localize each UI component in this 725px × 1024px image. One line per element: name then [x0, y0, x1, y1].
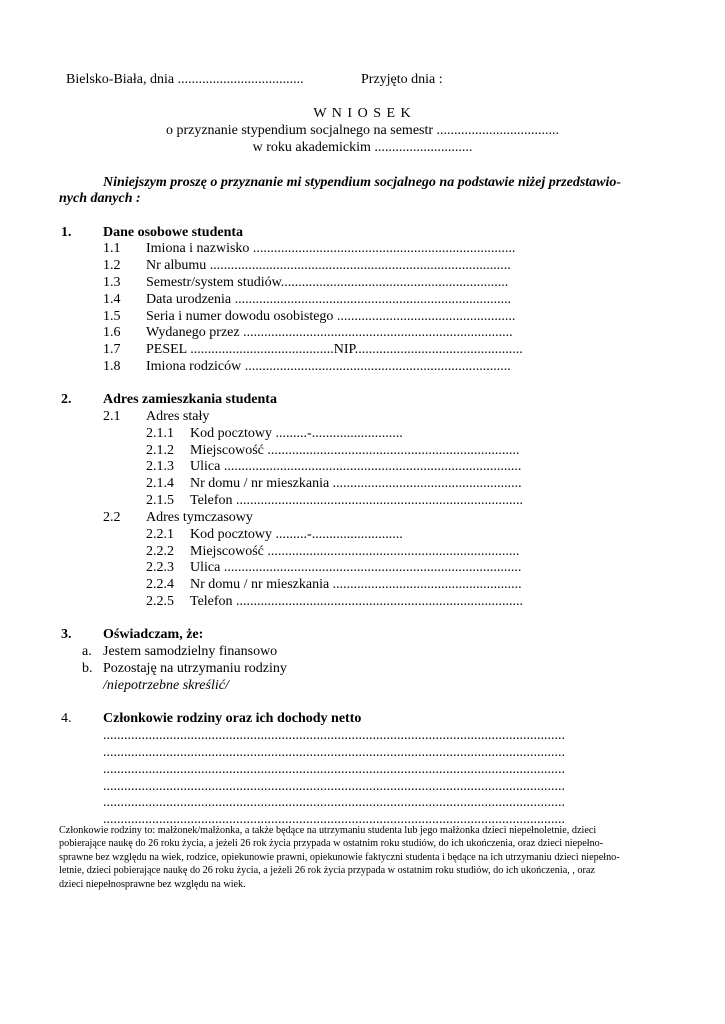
- item-number: 1.3: [103, 275, 121, 290]
- income-line: ....................................................................................................................................: [103, 728, 565, 743]
- item-number: 2.1.4: [146, 476, 174, 491]
- birth-date-field: Data urodzenia ...............................................................................: [146, 292, 512, 307]
- section-3-number: 3.: [61, 627, 72, 642]
- first-last-name-field: Imiona i nazwisko ...........................................................................: [146, 241, 516, 256]
- strike-out-note: /niepotrzebne skreślić/: [103, 678, 229, 693]
- temporary-address-title: Adres tymczasowy: [146, 510, 253, 525]
- document-title: W N I O S E K: [313, 106, 412, 121]
- section-4-number: 4.: [61, 711, 72, 726]
- semester-field: Semestr/system studiów.................................................................: [146, 275, 509, 290]
- section-2-number: 2.: [61, 392, 72, 407]
- id-card-field: Seria i numer dowodu osobistego ...................................................: [146, 309, 516, 324]
- footnote-line: sprawne bez względu na wiek, rodzice, opiekunowie prawni, opiekunowie faktyczni studenta i będące na ich utrzymaniu dzieci niepełno-: [59, 851, 620, 863]
- pesel-nip-field: PESEL .........................................NIP................................................: [146, 342, 523, 357]
- item-number: 2.2.2: [146, 544, 174, 559]
- section-4-title: Członkowie rodziny oraz ich dochody netto: [103, 711, 362, 726]
- footnote: [59, 824, 669, 891]
- album-number-field: Nr albumu ......................................................................................: [146, 258, 511, 273]
- house-number-field: Nr domu / nr mieszkania ......................................................: [190, 476, 522, 491]
- phone-field: Telefon ..................................................................................: [190, 594, 524, 609]
- title-line-2: w roku akademickim ............................: [252, 140, 473, 155]
- footnote-line: dzieci niepełnosprawne bez względu na wiek.: [59, 878, 246, 890]
- title-line-1: o przyznanie stypendium socjalnego na semestr ...................................: [165, 123, 560, 138]
- street-field: Ulica .....................................................................................: [190, 560, 522, 575]
- intro-line-1: Niniejszym proszę o przyznanie mi stypendium socjalnego na podstawie niżej przedstawio-: [103, 175, 622, 190]
- parents-names-field: Imiona rodziców ............................................................................: [146, 359, 511, 374]
- phone-field: Telefon ..................................................................................: [190, 493, 524, 508]
- item-number: 2.2.1: [146, 527, 174, 542]
- subsection-number: 2.2: [103, 510, 121, 525]
- subsection-number: 2.1: [103, 409, 121, 424]
- item-number: 2.1.3: [146, 459, 174, 474]
- income-line: ....................................................................................................................................: [103, 762, 565, 777]
- city-field: Miejscowość ........................................................................: [190, 544, 520, 559]
- place-date-field: Bielsko-Biała, dnia ....................................: [66, 72, 304, 87]
- city-field: Miejscowość ........................................................................: [190, 443, 520, 458]
- income-line: ....................................................................................................................................: [103, 779, 565, 794]
- permanent-address-title: Adres stały: [146, 409, 210, 424]
- section-1-number: 1.: [61, 225, 72, 240]
- intro-line-2: nych danych :: [59, 191, 141, 206]
- item-number: 2.1.5: [146, 493, 174, 508]
- income-line: ....................................................................................................................................: [103, 795, 565, 810]
- option-financially-independent: Jestem samodzielny finansowo: [103, 644, 278, 659]
- option-letter: b.: [82, 661, 93, 676]
- section-1-title: Dane osobowe studenta: [103, 225, 244, 240]
- item-number: 2.1.1: [146, 426, 174, 441]
- item-number: 1.2: [103, 258, 121, 273]
- item-number: 2.2.5: [146, 594, 174, 609]
- footnote-line: pobierające naukę do 26 roku życia, a jeżeli 26 rok życia przypada w ostatnim roku studiów, do ich ukończenia, oraz dzieci niepełno-: [59, 838, 604, 850]
- option-family-support: Pozostaję na utrzymaniu rodziny: [103, 661, 287, 676]
- issued-by-field: Wydanego przez .............................................................................: [146, 325, 513, 340]
- item-number: 2.2.4: [146, 577, 174, 592]
- item-number: 1.1: [103, 241, 121, 256]
- footnote-line: letnie, dzieci pobierające naukę do 26 roku życia, a jeżeli 26 rok życia przypada w ostatnim roku studiów, do ich ukończenia, , oraz: [59, 865, 595, 877]
- item-number: 1.7: [103, 342, 121, 357]
- section-3-title: Oświadczam, że:: [103, 627, 204, 642]
- house-number-field: Nr domu / nr mieszkania ......................................................: [190, 577, 522, 592]
- item-number: 2.1.2: [146, 443, 174, 458]
- item-number: 1.8: [103, 359, 121, 374]
- item-number: 2.2.3: [146, 560, 174, 575]
- option-letter: a.: [82, 644, 92, 659]
- income-line: ....................................................................................................................................: [103, 812, 565, 827]
- street-field: Ulica .....................................................................................: [190, 459, 522, 474]
- footnote-line: Członkowie rodziny to: małżonek/małżonka, a także będące na utrzymaniu studenta lub jego małżonka dzieci niepełnoletnie, dzieci: [59, 825, 597, 836]
- item-number: 1.4: [103, 292, 121, 307]
- item-number: 1.5: [103, 309, 121, 324]
- income-line: ....................................................................................................................................: [103, 745, 565, 760]
- item-number: 1.6: [103, 325, 121, 340]
- postal-code-field: Kod pocztowy .........-..........................: [190, 527, 403, 542]
- received-date-label: Przyjęto dnia :: [361, 72, 443, 87]
- section-2-title: Adres zamieszkania studenta: [103, 392, 277, 407]
- postal-code-field: Kod pocztowy .........-..........................: [190, 426, 403, 441]
